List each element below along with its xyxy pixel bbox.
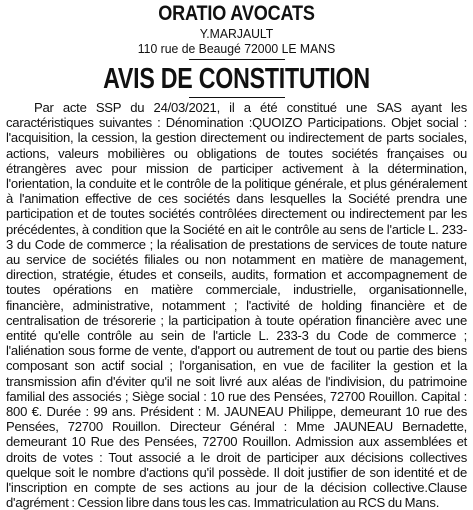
- firm-name: ORATIO AVOCATS: [158, 2, 315, 25]
- notice-title: AVIS DE CONSTITUTION: [103, 63, 370, 95]
- header-divider: [189, 59, 285, 60]
- lawyer-name: Y.MARJAULT: [199, 26, 274, 41]
- title-divider: [189, 97, 285, 98]
- firm-address: 110 rue de Beaugé 72000 LE MANS: [137, 41, 336, 56]
- notice-body: Par acte SSP du 24/03/2021, il a été constitué une SAS ayant les caractéristiques suivantes : Dénomination :QUOIZO Participations. Objet social : l'acquisition, la cession, la gestion directement ou indirectement de parts sociales, actions, valeurs mobilières ou obligations de toutes sociétés françaises ou étrangères avec pour mission de participer activement à la détermination, l'orientation, la conduite et le contrôle de la politique générale, et plus généralement à l'animation effective de ces sociétés dans lesquelles la Société prendra une participation et de toutes sociétés contrôlées directement ou indirectement par les précédentes, à condition que la Société en ait le contrôle au sens de l'article L. 233-3 du Code de commerce ; la réalisation de prestations de services de toute nature au service de sociétés filiales ou non notamment en matière de management, direction, stratégie, études et conseils, audits, formation et accompagnement de toutes opérations en matière commerciale, industrielle, organisationnelle, financière, administrative, notamment ; l'activité de holding financière et de centralisation de trésorerie ; la participation à toute opération financière avec une entité qu'elle contrôle au sein de l'article L. 233-3 du Code de commerce ; l'aliénation sous forme de vente, d'apport ou autrement de tout ou partie des biens composant son actif social ; l'organisation, en vue de faciliter la gestion et la transmission afin d'éviter qu'il ne soit livré aux aléas de l'indivision, du patrimoine familial des associés ; Siège social : 10 rue des Pensées, 72700 Rouillon. Capital : 800 €. Durée : 99 ans. Président : M. JAUNEAU Philippe, demeurant 10 rue des Pensées, 72700 Rouillon. Directeur Général : Mme JAUNEAU Bernadette, demeurant 10 Rue des Pensées, 72700 Rouillon. Admission aux assemblées et droits de votes : Tout associé a le droit de participer aux décisions collectives quelque soit le nombre d'actions qu'il possède. Il doit justifier de son identité et de l'inscription en compte de ses actions au jour de la décision collective.Clause d'agrément : Cession libre dans tous les cas. Immatriculation au RCS du Mans.: [6, 100, 467, 510]
